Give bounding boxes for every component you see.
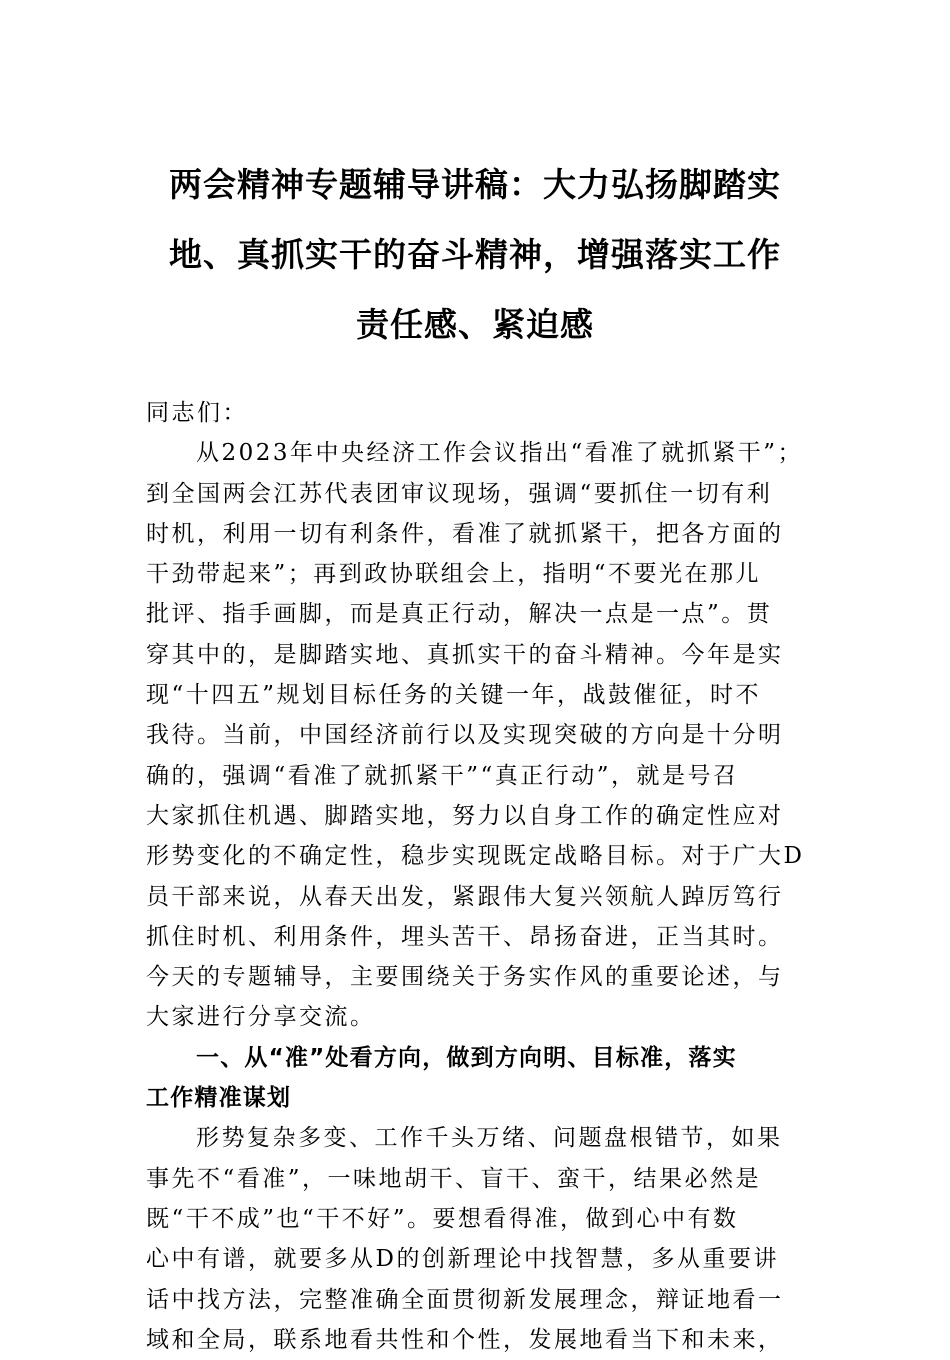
title-line: 两会精神专题辅导讲稿：大力弘扬脚踏实	[169, 165, 781, 204]
paragraph-line: 今天的专题辅导，主要围绕关于务实作风的重要论述，与	[146, 964, 784, 991]
title-line: 责任感、紧迫感	[356, 305, 594, 344]
paragraph-line: 域和全局，联系地看共性和个性，发展地看当下和未来，	[146, 1326, 784, 1353]
paragraph-line: 现“十四五”规划目标任务的关键一年，战鼓催征，时不	[146, 682, 762, 709]
heading-line: 一、从“准”处看方向，做到方向明、目标准，落实	[196, 1044, 737, 1071]
paragraph-line: 心中有谱，就要多从D的创新理论中找智慧，多从重要讲	[146, 1246, 779, 1273]
paragraph-line: 事先不“看准”，一味地胡干、盲干、蛮干，结果必然是	[146, 1165, 762, 1192]
document-body	[146, 393, 808, 1360]
title-line: 地、真抓实干的奋斗精神，增强落实工作	[169, 235, 781, 274]
paragraph-intro	[146, 433, 808, 1037]
paragraph-line: 既“干不成”也“干不好”。要想看得准，做到心中有数	[146, 1205, 739, 1232]
paragraph-line: 时机，利用一切有利条件，看准了就抓紧干，把各方面的	[146, 520, 784, 547]
document-title	[140, 150, 810, 360]
paragraph-section-1	[146, 1118, 808, 1360]
greeting: 同志们：	[146, 400, 248, 426]
paragraph-line: 确的，强调“看准了就抓紧干”“真正行动”，就是号召	[146, 762, 739, 789]
paragraph-line: 员干部来说，从春天出发，紧跟伟大复兴领航人踔厉笃行	[146, 883, 784, 910]
paragraph-line: 形势复杂多变、工作千头万绪、问题盘根错节，如果	[196, 1125, 783, 1152]
paragraph-line: 话中找方法，完整准确全面贯彻新发展理念，辩证地看一	[146, 1286, 784, 1313]
paragraph-line: 抓住时机、利用条件，埋头苦干、昂扬奋进，正当其时。	[146, 923, 784, 950]
paragraph-line: 我待。当前，中国经济前行以及实现突破的方向是十分明	[146, 722, 784, 749]
paragraph-line: 穿其中的，是脚踏实地、真抓实干的奋斗精神。今年是实	[146, 641, 784, 668]
paragraph-line: 大家进行分享交流。	[146, 1004, 376, 1031]
paragraph-line: 形势变化的不确定性，稳步实现既定战略目标。对于广大D	[146, 843, 805, 870]
paragraph-line: 大家抓住机遇、脚踏实地，努力以自身工作的确定性应对	[146, 802, 784, 829]
section-heading-1	[146, 1038, 808, 1119]
heading-line: 工作精准谋划	[146, 1085, 292, 1112]
paragraph-line: 干劲带起来”；再到政协联组会上，指明“不要光在那儿	[146, 561, 762, 588]
paragraph-line: 从2023年中央经济工作会议指出“看准了就抓紧干”；	[196, 440, 804, 467]
paragraph-line: 批评、指手画脚，而是真正行动，解决一点是一点”。贯	[146, 601, 773, 628]
paragraph-line: 到全国两会江苏代表团审议现场，强调“要抓住一切有利	[146, 480, 773, 507]
